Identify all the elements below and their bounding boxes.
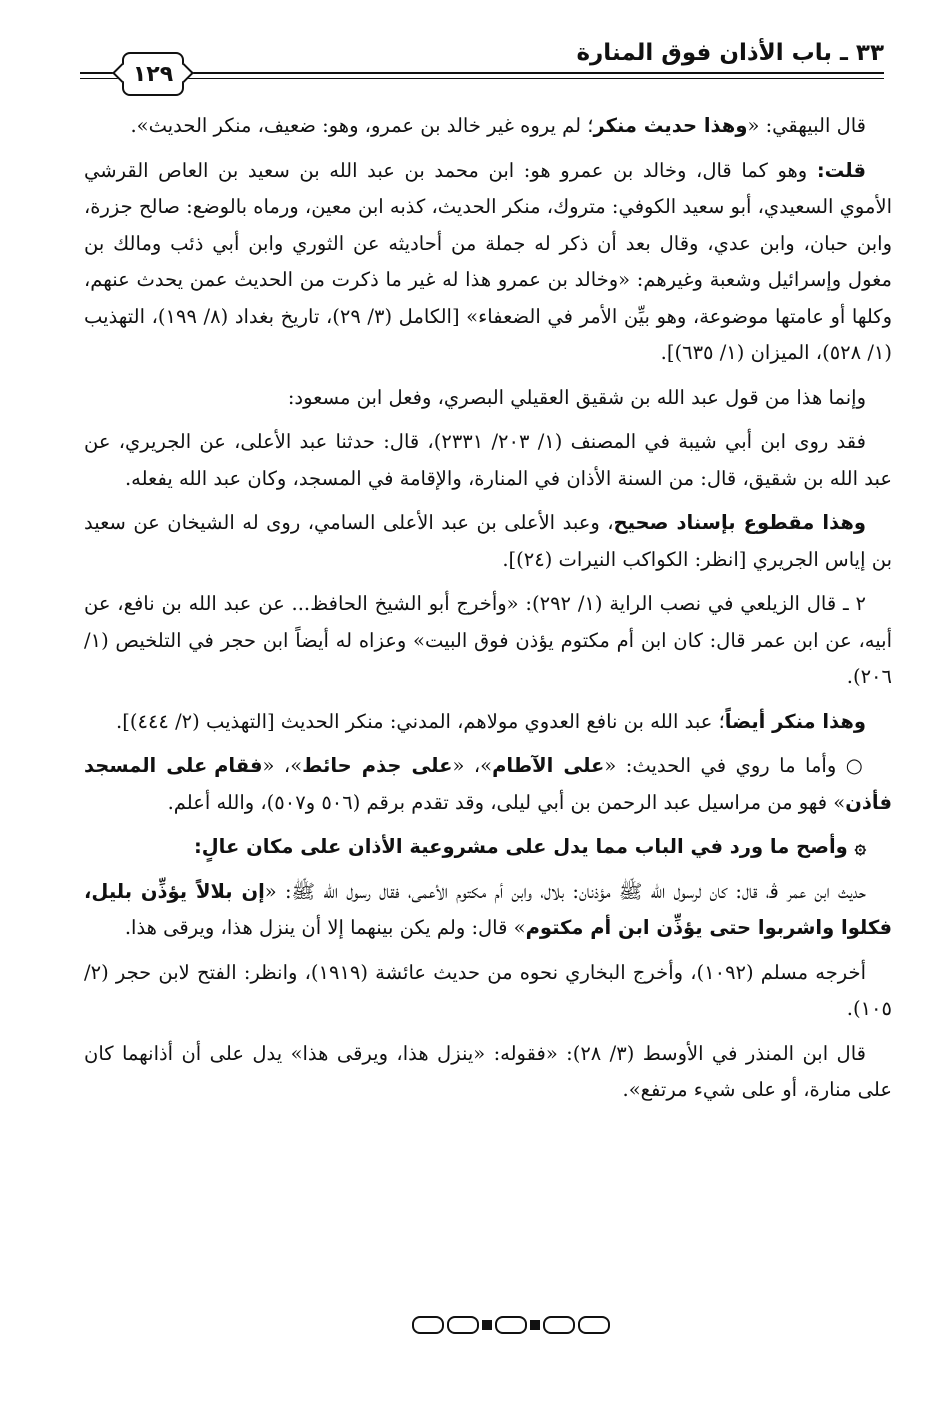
- header-rule: [180, 72, 884, 74]
- text-span: » قال: ولم يكن بينهما إلا أن ينزل هذا، ويرقى هذا.: [124, 916, 526, 939]
- text-span: » فهو من مراسيل عبد الرحمن بن أبي ليلى، وقد تقدم برقم (٥٠٦ و٥٠٧)، والله أعلم.: [167, 790, 846, 814]
- ornament-dot: [530, 1320, 540, 1330]
- text-span: قال ابن المنذر في الأوسط (٣/ ٢٨): «فقوله: «ينزل هذا، ويرقى هذا» يدل على أن أذانهما كان على منارة، أو على شيء مرتفع».: [84, 1041, 892, 1101]
- ornament-oval: [447, 1316, 479, 1334]
- ornament-dot: [482, 1320, 492, 1330]
- bold-text-span: إن بلالاً يؤذِّن بليل، فكلوا واشربوا حتى يؤذِّن ابن أم مكتوم: [84, 879, 892, 939]
- bold-text-span: فقام على المسجد فأذن: [84, 754, 892, 814]
- page-body: [84, 108, 892, 1117]
- bold-text-span: على جذم حائط: [302, 754, 453, 777]
- bold-text-span: وهذا مقطوع بإسناد صحيح: [613, 511, 866, 534]
- ornament-oval: [578, 1316, 610, 1334]
- paragraph: [84, 955, 892, 1028]
- ornament-oval: [495, 1316, 527, 1334]
- bold-text-span: وهذا حديث منكر: [593, 114, 748, 137]
- text-span: ؛ عبد الله بن نافع العدوي مولاهم، المدني: منكر الحديث [التهذيب (٢/ ٤٤٤)].: [116, 709, 725, 733]
- ornament-oval: [412, 1316, 444, 1334]
- paragraph: [84, 1036, 892, 1109]
- text-span: فقد روى ابن أبي شيبة في المصنف (١/ ٢٠٣/ ٢٣٣١)، قال: حدثنا عبد الأعلى، عن الجريري، عن عبد الله بن شقيق، قال: من السنة الأذان في المنارة، والإقامة في المسجد، وكان عبد الله يفعله.: [84, 430, 892, 490]
- paragraph: [84, 505, 892, 578]
- text-span: وهو كما قال، وخالد بن عمرو هو: ابن محمد بن عبد الله بن سعيد بن العاص القرشي الأموي السعيدي، أبو سعيد الكوفي: متروك، منكر الحديث، كذبه ابن معين، ورماه بالوضع: صالح جزرة، وابن حبان، وابن عدي، وقال بعد أن ذكر له جملة من أحاديثه عن الثوري وابن أبي ذئب ومالك بن مغول وإسرائيل وشعبة وغيرهم: «وخالد بن عمرو هذا له غير ما ذكرت من الحديث عمن يحدث عنهم، وكلها أو عامتها موضوعة، وهو بيِّن الأمر في الضعفاء» [الكامل (٣/ ٢٩)، تاريخ بغداد (٨/ ١٩٩)، التهذيب (١/ ٥٢٨)، الميزان (١/ ٦٣٥)].: [84, 158, 892, 364]
- text-span: أخرجه مسلم (١٠٩٢)، وأخرج البخاري نحوه من حديث عائشة (١٩١٩)، وانظر: الفتح لابن حجر (٢/ ١٠٥).: [84, 960, 892, 1020]
- paragraph: [84, 748, 892, 821]
- text-span: ، وعبد الأعلى بن عبد الأعلى السامي، روى له الشيخان عن سعيد بن إياس الجريري [انظر: الكواكب النيرات (٢٤)].: [84, 511, 892, 571]
- header-rule: [180, 78, 884, 79]
- paragraph: [84, 108, 892, 145]
- paragraph: [84, 874, 892, 947]
- bold-text-span: على الآطام: [492, 754, 605, 777]
- text-span: حديث ابن عمر ﭬ، قال: كان لرسول الله ﷺ مؤذنان: بلال، وابن أم مكتوم الأعمى، فقال رسول الله ﷺ: «: [264, 879, 866, 903]
- paragraph: [84, 586, 892, 696]
- text-span: ؛ لم يروه غير خالد بن عمرو، وهو: ضعيف، منكر الحديث».: [130, 114, 594, 137]
- paragraph: [84, 829, 892, 866]
- end-ornament: [412, 1316, 610, 1334]
- text-span: »، «: [452, 754, 493, 777]
- text-span: ○ وأما ما روي في الحديث: «: [604, 754, 866, 777]
- text-span: »، «: [262, 754, 303, 777]
- ornament-oval: [543, 1316, 575, 1334]
- text-span: وإنما هذا من قول عبد الله بن شقيق العقيلي البصري، وفعل ابن مسعود:: [287, 385, 866, 409]
- bold-text-span: وهذا منكر أيضاً: [724, 709, 866, 733]
- text-span: قال البيهقي: «: [747, 114, 866, 137]
- paragraph: [84, 380, 892, 417]
- running-title: ٣٣ ـ باب الأذان فوق المنارة: [576, 40, 884, 66]
- paragraph: [84, 424, 892, 497]
- page-number-frame: [122, 52, 184, 96]
- paragraph: [84, 704, 892, 741]
- page-number: ١٢٩: [132, 61, 174, 87]
- paragraph: [84, 153, 892, 372]
- bold-text-span: قلت:: [816, 158, 866, 182]
- text-span: ٢ ـ قال الزيلعي في نصب الراية (١/ ٢٩٢): «وأخرج أبو الشيخ الحافظ... عن عبد الله بن نافع، عن أبيه، عن ابن عمر قال: كان ابن أم مكتوم يؤذن فوق البيت» وعزاه له أيضاً ابن حجر في التلخيص (١/ ٢٠٦).: [84, 592, 892, 688]
- bold-text-span: ۞ وأصح ما ورد في الباب مما يدل على مشروعية الأذان على مكان عالٍ:: [193, 835, 866, 858]
- header-rule: [80, 78, 120, 79]
- page-header: [80, 30, 884, 100]
